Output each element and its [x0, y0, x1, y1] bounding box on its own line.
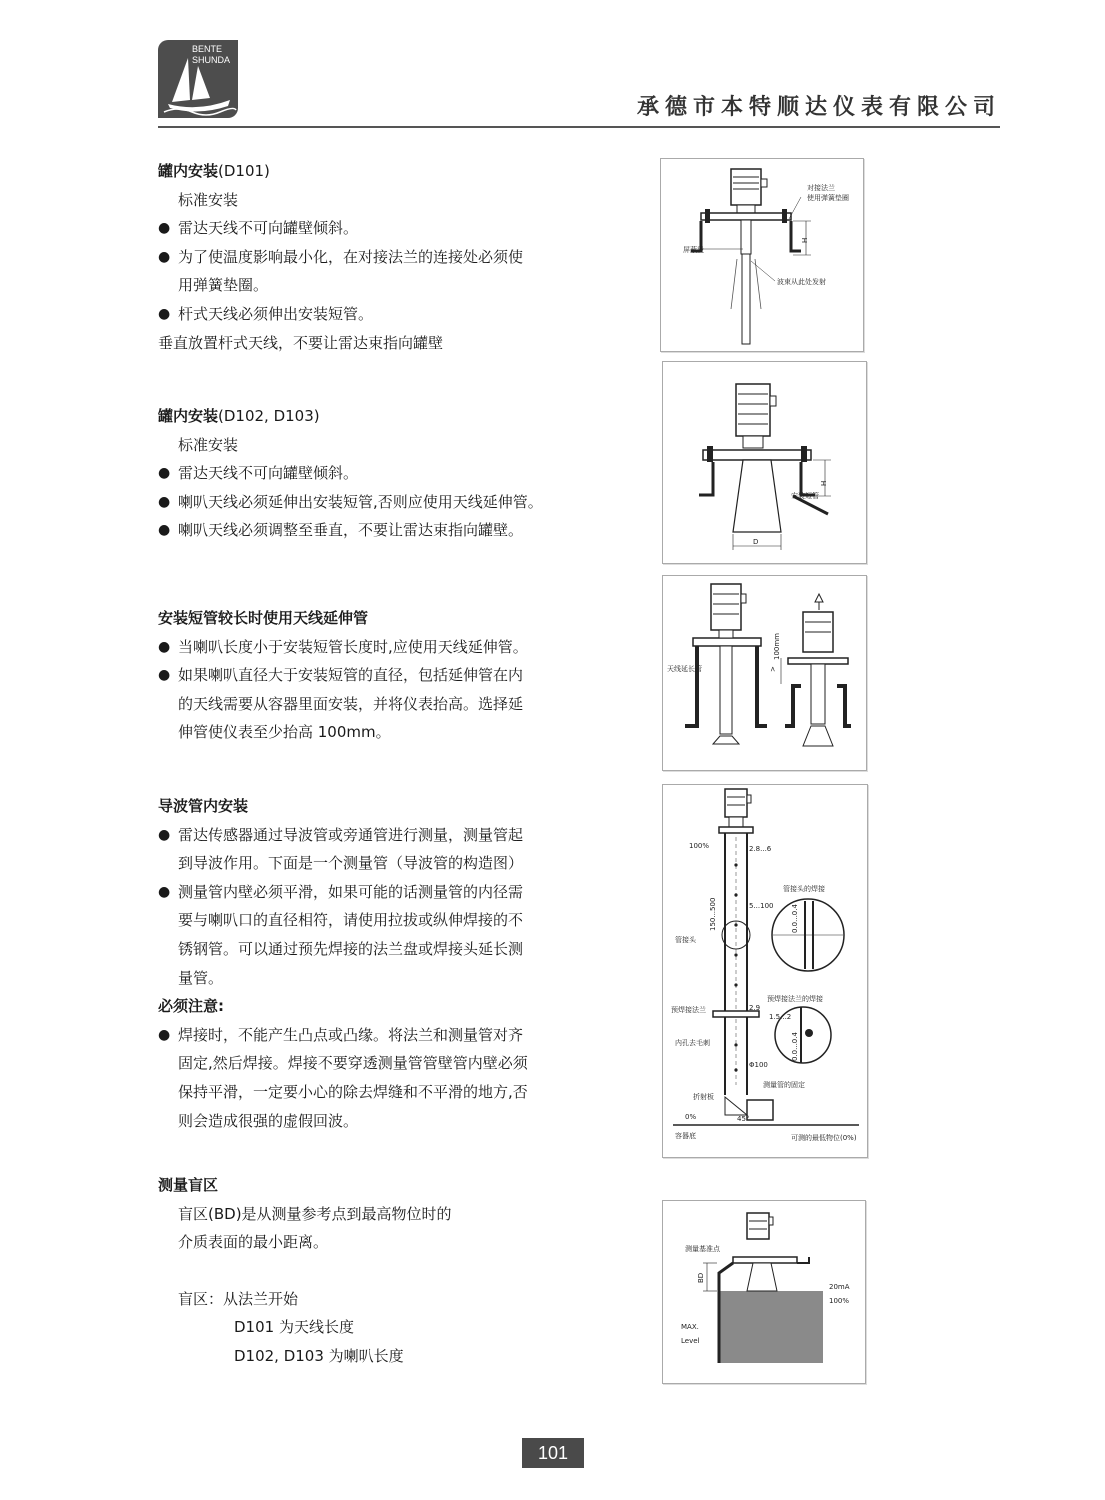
bullet-continuation: 到导波作用。下面是一个测量管（导波管的构造图） — [178, 854, 524, 873]
logo-text-shunda: SHUNDA — [192, 55, 231, 65]
bullet-item: ● 喇叭天线必须调整至垂直，不要让雷达束指向罐壁。 — [158, 516, 578, 545]
section-title: 罐内安装(D101) — [158, 162, 270, 180]
greater-than-sign: > — [769, 666, 777, 672]
pipe-diameter-label: Φ100 — [749, 1061, 768, 1069]
bullet-item: ● 雷达天线不可向罐壁倾斜。 — [158, 214, 578, 243]
paragraph-line: D102, D103 为喇叭长度 — [234, 1346, 404, 1365]
min-level-label: 可测的最低物位(0%) — [791, 1134, 857, 1142]
section-title: 罐内安装(D102, D103) — [158, 407, 320, 425]
joint-weld-label: 管接头的焊接 — [783, 885, 825, 893]
flange-note-1: 对接法兰 — [807, 184, 835, 192]
percent-0-label: 0% — [685, 1113, 697, 1121]
height-label: H — [820, 480, 828, 486]
bullet-continuation: 固定,然后焊接。焊接不要穿透测量管管壁管内壁必须 — [178, 1054, 528, 1073]
flange-dim-label: 2.9 — [749, 1004, 761, 1012]
nozzle-label: 安装短管 — [791, 492, 819, 500]
angle-label: 45° — [737, 1115, 750, 1123]
pipe-fixing-label: 测量管的固定 — [763, 1081, 805, 1089]
paragraph-line: 介质表面的最小距离。 — [178, 1233, 329, 1252]
bullet-item: ● 焊接时，不能产生凸点或凸缘。将法兰和测量管对齐 — [158, 1021, 578, 1050]
figure-extension-pipe — [662, 575, 867, 771]
diameter-label: D — [753, 538, 759, 546]
bullet-item: ● 雷达天线不可向罐壁倾斜。 — [158, 459, 578, 488]
lift-dim-label: 100mm — [773, 633, 781, 660]
subtitle: 标准安装 — [178, 435, 239, 454]
percent-100-label: 100% — [829, 1297, 850, 1305]
extension-label: 天线延长管 — [667, 665, 702, 673]
section-title: 导波管内安装 — [158, 797, 249, 815]
current-20ma-label: 20mA — [829, 1283, 850, 1291]
bullet-item: ● 如果喇叭直径大于安装短管的直径，包括延伸管在内 — [158, 661, 578, 690]
pipe-joint-label: 管接头 — [675, 936, 696, 944]
height-label: H — [801, 237, 809, 243]
figure-stillwell-construction — [662, 784, 868, 1158]
section-stillwell-install — [158, 792, 578, 1135]
deburr-label: 内孔去毛刺 — [675, 1039, 710, 1047]
bullet-continuation: 要与喇叭口的直径相符，请使用拉拔或纵伸焊接的不 — [178, 911, 524, 930]
blind-zone-label: BD — [697, 1272, 705, 1283]
vessel-bottom-label: 容器底 — [675, 1132, 696, 1140]
hole-spacing-label: 5...100 — [749, 902, 774, 910]
note-text: 垂直放置杆式天线，不要让雷达束指向罐壁 — [158, 333, 444, 352]
paragraph-line: 盲区：从法兰开始 — [178, 1289, 299, 1308]
bullet-item: ● 杆式天线必须伸出安装短管。 — [158, 300, 578, 329]
shield-label: 屏蔽段 — [683, 246, 704, 254]
warning-heading: 必须注意: — [158, 997, 224, 1016]
max-label: MAX. — [681, 1323, 699, 1331]
bullet-continuation: 伸管使仪表至少抬高 100mm。 — [178, 723, 391, 742]
figure-blind-zone — [662, 1200, 866, 1384]
company-name: 承德市本特顺达仪表有限公司 — [636, 95, 1001, 120]
tolerance-label: 0.0...0.4 — [791, 904, 799, 933]
figure-horn-antenna-install — [662, 361, 867, 564]
bullet-continuation: 保持平滑，一定要小心的除去焊缝和不平滑的地方,否 — [178, 1082, 528, 1101]
section-title: 安装短管较长时使用天线延伸管 — [158, 609, 369, 627]
subtitle: 标准安装 — [178, 190, 239, 209]
reference-point-label: 测量基准点 — [685, 1245, 720, 1253]
header-divider — [158, 126, 1000, 128]
reflector-label: 折射板 — [693, 1093, 714, 1101]
section-tank-install-d101 — [158, 157, 578, 357]
paragraph-line: D101 为天线长度 — [234, 1318, 354, 1337]
weld-gap-label: 1.5...2 — [769, 1013, 792, 1021]
bullet-item: ● 喇叭天线必须延伸出安装短管,否则应使用天线延伸管。 — [158, 488, 578, 517]
preweld-flange-weld-label: 预焊接法兰的焊接 — [767, 995, 823, 1003]
section-extension-pipe — [158, 604, 578, 747]
bullet-item: ● 为了使温度影响最小化，在对接法兰的连接处必须使 — [158, 243, 578, 272]
bullet-continuation: 则会造成很强的虚假回波。 — [178, 1111, 359, 1130]
paragraph-line: 盲区(BD)是从测量参考点到最高物位时的 — [178, 1204, 452, 1223]
level-label: Level — [681, 1337, 700, 1345]
bullet-continuation: 用弹簧垫圈。 — [178, 276, 269, 295]
bullet-continuation: 锈钢管。可以通过预先焊接的法兰盘或焊接头延长测 — [178, 939, 524, 958]
bullet-continuation: 的天线需要从容器里面安装，并将仪表抬高。选择延 — [178, 694, 524, 713]
bullet-item: ● 当喇叭长度小于安装短管长度时,应使用天线延伸管。 — [158, 633, 578, 662]
company-logo — [158, 40, 238, 118]
figure-rod-antenna-install — [660, 158, 864, 352]
bullet-continuation: 量管。 — [178, 968, 224, 987]
tolerance-label-2: 0.0...0.4 — [791, 1032, 799, 1061]
logo-text-bente: BENTE — [192, 44, 223, 54]
gap-dim-label: 2.8...6 — [749, 845, 772, 853]
section-blind-zone — [158, 1171, 578, 1371]
section-tank-install-d102-d103 — [158, 402, 578, 545]
bullet-item: ● 测量管内壁必须平滑，如果可能的话测量管的内径需 — [158, 878, 578, 907]
percent-100-label: 100% — [689, 842, 710, 850]
section-title: 测量盲区 — [158, 1176, 219, 1194]
preweld-flange-label: 预焊接法兰 — [671, 1006, 706, 1014]
segment-length-label: 150...500 — [709, 897, 717, 931]
page-number: 101 — [522, 1438, 584, 1468]
flange-note-2: 使用弹簧垫圈 — [807, 194, 849, 202]
bullet-item: ● 雷达传感器通过导波管或旁通管进行测量，测量管起 — [158, 821, 578, 850]
beam-label: 波束从此处发射 — [777, 278, 826, 286]
